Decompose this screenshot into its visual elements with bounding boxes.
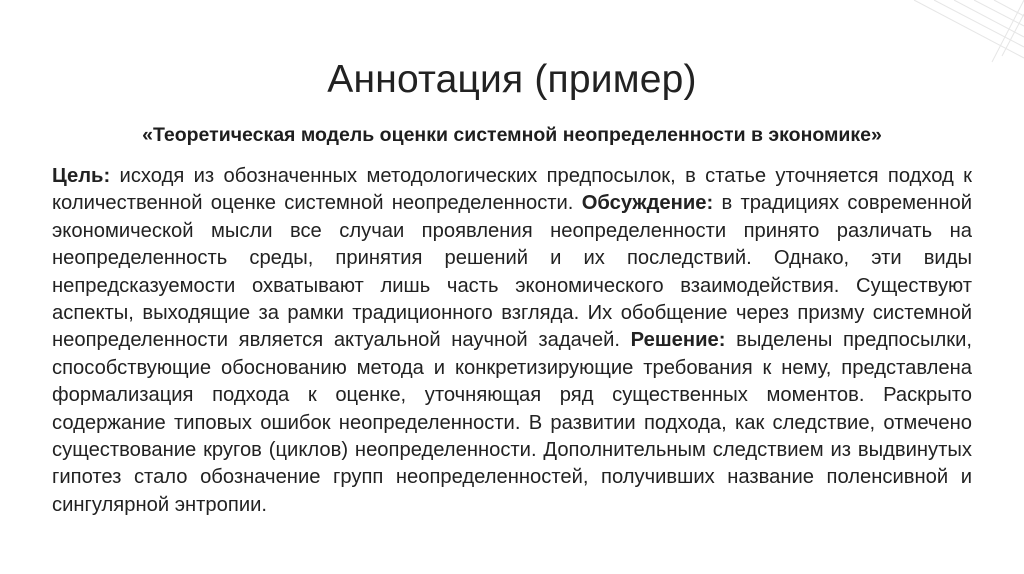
goal-label: Цель:	[52, 165, 111, 187]
goal-text: исходя из обозначенных методологических предпосылок, в статье уточняется подход к количественной оценке системной неопределенности.	[52, 165, 972, 215]
annotation-body	[52, 163, 972, 519]
slide-subtitle: «Теоретическая модель оценки системной неопределенности в экономике»	[142, 124, 882, 146]
discussion-text: в традициях современной экономической мысли все случаи проявления неопределенности принято различать на неопределенность среды, принятия решений и их последствий. Однако, эти виды непредсказуемости охватывают лишь часть экономического взаимодействия. Существуют аспекты, выходящие за рамки традиционного взгляда. Их обобщение через призму системной неопределенности является актуальной научной задачей.	[52, 192, 972, 352]
solution-text: выделены предпосылки, способствующие обоснованию метода и конкретизирующие требования к нему, представлена формализация подхода к оценке, уточняющая ряд существенных моментов. Раскрыто содержание типовых ошибок неопределенности. В развитии подхода, как следствие, отмечено существование кругов (циклов) неопределенности. Дополнительным следствием из выдвинутых гипотез стало обозначение групп неопределенностей, получивших название поленсивной и сингулярной энтропии.	[52, 329, 972, 516]
slide-title: Аннотация (пример)	[327, 58, 697, 101]
discussion-label: Обсуждение:	[581, 192, 714, 215]
solution-label: Решение:	[630, 329, 726, 352]
